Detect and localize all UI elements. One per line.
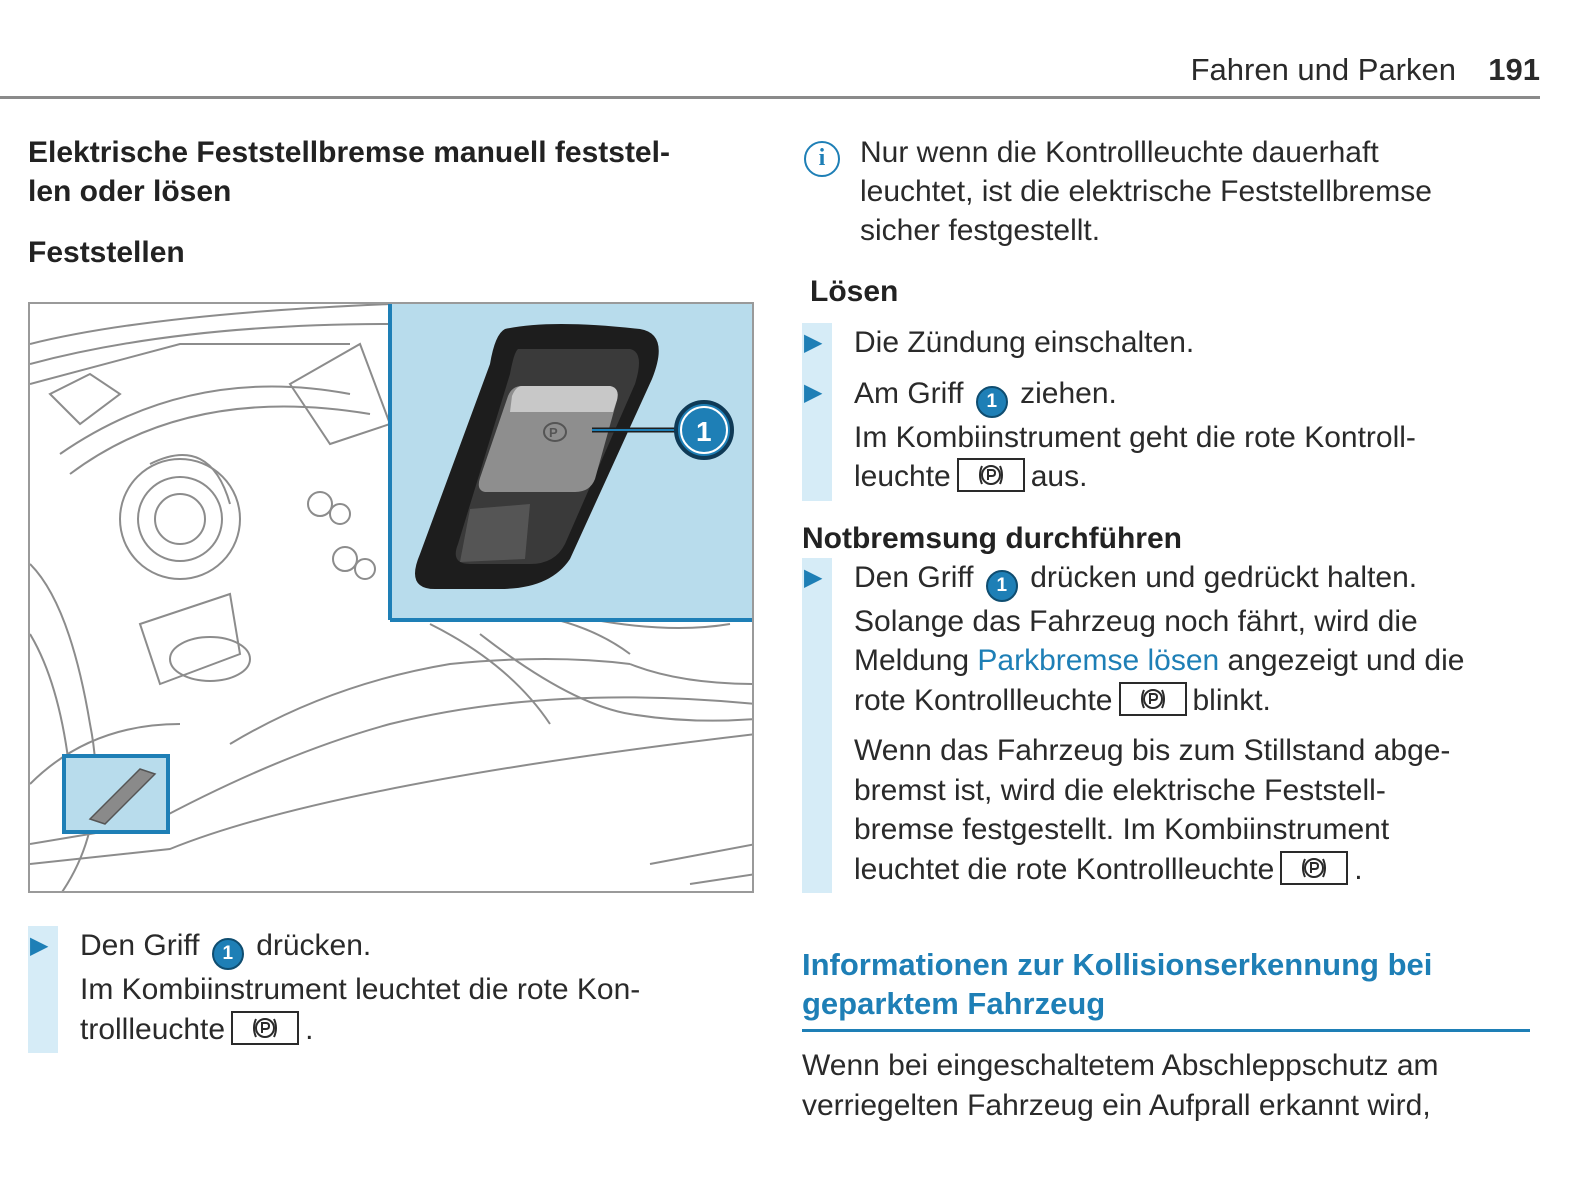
heading-rule	[802, 1029, 1530, 1032]
dashboard-drawing	[30, 304, 754, 893]
steps-loesen	[802, 323, 1540, 501]
left-column	[28, 133, 758, 272]
step-bar	[802, 558, 832, 894]
callout-1-icon: 1	[212, 938, 244, 970]
subheading-loesen: Lösen	[810, 275, 899, 308]
parking-brake-lamp-icon	[957, 458, 1025, 492]
step-text: Den Griff	[854, 560, 974, 594]
parking-brake-lamp-icon	[1119, 682, 1187, 716]
illustration-parking-brake	[28, 302, 754, 893]
arrow-icon: ▶	[804, 563, 823, 591]
heading-line-1: Elektrische Feststellbremse manuell feststel-	[28, 136, 670, 169]
step-loesen-2-line-2: Im Kombiinstrument geht die rote Kontroll-	[854, 420, 1416, 454]
step-line-3	[80, 1010, 770, 1050]
subheading-notbremsung: Notbremsung durchführen	[802, 521, 1182, 555]
step-text: ziehen.	[1020, 376, 1117, 410]
step-line-2: Im Kombiinstrument leuchtet die rote Kon-	[80, 973, 641, 1006]
step-loesen-1: Die Zündung einschalten.	[854, 326, 1195, 359]
step-text: .	[1354, 852, 1363, 886]
kollision-line-2: verriegelten Fahrzeug ein Aufprall erkannt wird,	[802, 1088, 1431, 1122]
step-text: angezeigt und die	[1227, 644, 1465, 677]
kollision-heading-line-1: Informationen zur Kollisionserkennung bei	[802, 947, 1433, 982]
info-line-3: sicher festgestellt.	[860, 214, 1101, 247]
info-icon: i	[804, 141, 840, 177]
parking-brake-lamp-icon	[1280, 851, 1348, 885]
kollision-paragraph	[802, 1046, 1540, 1125]
arrow-icon: ▶	[804, 379, 823, 406]
arrow-icon: ▶	[30, 932, 49, 959]
kollision-heading	[802, 945, 1540, 1023]
header-rule	[0, 96, 1540, 99]
notbremsung-para2-line-4	[854, 850, 1540, 890]
page-number: 191	[1488, 52, 1540, 87]
section-heading	[28, 133, 758, 211]
kollision-section	[802, 945, 1540, 1125]
step-loesen-2-line-3	[854, 457, 1540, 497]
parking-brake-lamp-icon	[231, 1011, 299, 1045]
notbremsung-para2-line-3: bremse festgestellt. Im Kombiinstrument	[854, 813, 1390, 846]
subheading-feststellen: Feststellen	[28, 236, 185, 269]
right-column	[802, 133, 1540, 1125]
callout-1-icon: 1	[976, 386, 1008, 418]
notbremsung-line-4	[854, 681, 1540, 721]
step-text: leuchte	[854, 460, 951, 493]
kollision-line-1: Wenn bei eingeschaltetem Abschleppschutz am	[802, 1049, 1439, 1082]
section-title: Fahren und Parken	[1190, 52, 1456, 87]
heading-line-2: len oder lösen	[28, 175, 232, 208]
step-text: leuchtet die rote Kontrollleuchte	[854, 852, 1275, 886]
step-text: blinkt.	[1192, 683, 1271, 717]
step-text: trollleuchte	[80, 1012, 226, 1046]
notbremsung-line-3	[854, 641, 1540, 681]
notbremsung-line-2: Solange das Fahrzeug noch fährt, wird die	[854, 604, 1418, 638]
step-text: .	[305, 1012, 314, 1046]
callout-1-icon: 1	[986, 570, 1018, 602]
step-loesen-2	[854, 374, 1540, 418]
notbremsung-para2-line-1: Wenn das Fahrzeug bis zum Stillstand abge-	[854, 734, 1451, 767]
step-text: drücken.	[256, 929, 372, 962]
steps-notbremsung	[802, 558, 1540, 894]
step-text: drücken und gedrückt halten.	[1030, 560, 1418, 594]
info-line-1: Nur wenn die Kontrollleuchte dauerhaft	[860, 136, 1379, 169]
step-feststellen	[28, 926, 770, 1053]
kollision-heading-line-2: geparktem Fahrzeug	[802, 986, 1106, 1021]
step-line-1	[80, 926, 770, 970]
notbremsung-para2-line-2: bremst ist, wird die elektrische Feststell-	[854, 773, 1386, 807]
info-note	[810, 133, 1540, 250]
switch-p-symbol: P	[549, 425, 558, 440]
info-text	[810, 133, 1540, 250]
step-text: Meldung	[854, 644, 970, 677]
info-line-2: leuchtet, ist die elektrische Feststellbremse	[860, 175, 1432, 208]
arrow-icon: ▶	[804, 329, 823, 356]
step-text: Den Griff	[80, 929, 200, 962]
display-message-parkbremse-loesen: Parkbremse lösen	[977, 644, 1220, 677]
step-text: rote Kontrollleuchte	[854, 683, 1113, 717]
notbremsung-line-1	[854, 558, 1540, 602]
callout-number: 1	[696, 416, 712, 447]
step-text: aus.	[1030, 460, 1088, 493]
step-text: Am Griff	[854, 376, 964, 410]
